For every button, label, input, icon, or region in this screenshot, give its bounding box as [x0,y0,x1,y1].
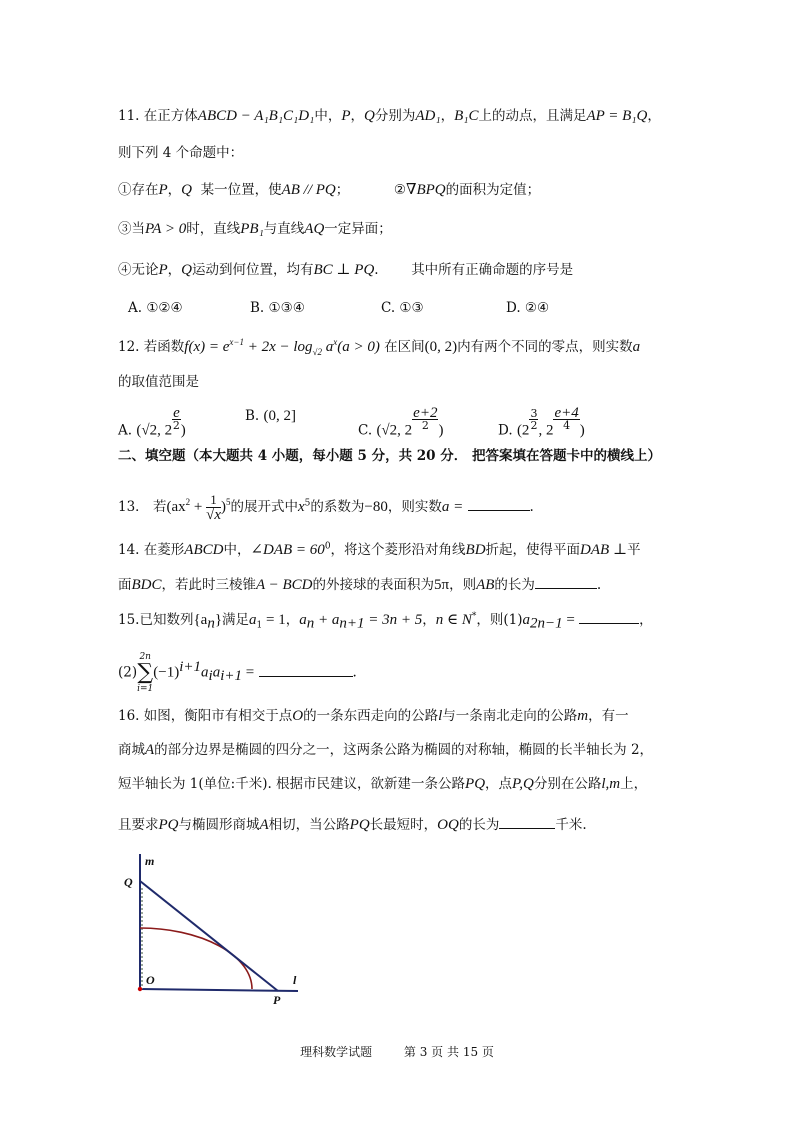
q15-line1: 15.已知数列$\{a_n\}$满足$a_1 = 1$，$a_n + a_{n+1} = 3n + 5$，n ∈ N*，则$(1)a_{2n-1}$ = ， [118,609,653,630]
q16-answer-blank[interactable] [499,814,555,829]
q15-answer-blank-1[interactable] [579,609,639,624]
q16-line2: 商城A的部分边界是椭圆的四分之一，这两条公路为椭圆的对称轴，椭圆的长半轴长为 2， [118,742,654,758]
q11-proposition-4: ④无论P，Q运动到何位置，均有BC ⊥ PQ. 其中所有正确命题的序号是 [118,262,574,278]
label-m: m [145,854,155,868]
origin-point [138,987,142,991]
q14-number: 14. [118,542,140,558]
q11-condition: AP = B₁Q [586,108,648,124]
label-p: P [273,993,281,1007]
quarter-ellipse-curve [140,928,252,989]
q12-line1: 12. 若函数$f(x) = e^{x-1} + 2x - \log_{√2} a^x(a > 0)$ 在区间(0, 2)内有两个不同的零点，则实数a [118,337,641,357]
q14-line2: 面BDC，若此时三棱锥A − BCD的外接球的表面积为5π，则AB的长为 . [118,574,601,595]
q15-number: 15. [118,612,140,628]
q16-line1: 16. 如图，衡阳市有相交于点O的一条东西走向的公路l与一条南北走向的公路m，有一 [118,708,629,724]
q14-answer-blank[interactable] [535,574,597,589]
q16-line3: 短半轴长为 1(单位:千米). 根据市民建议，欲新建一条公路PQ，点P,Q分别在公路l,m上， [118,776,648,792]
q11-option-d: D. ②④ [506,300,550,316]
q12-option-b: B. (0, 2] [245,408,297,424]
q16-number: 16. [118,708,140,724]
label-o: O [146,973,155,987]
q11-option-b: B. ①③④ [250,300,305,316]
q12-line2: 的取值范围是 [118,374,199,390]
q12-option-a: A. (√2, 2 $\frac{e}{2}$ ) [118,405,186,439]
q11-option-a: A. ①②④ [128,300,183,316]
q11-proposition-1-2: ①存在P，Q 某一位置，使AB // PQ； ②∇BPQ的面积为定值； [118,182,541,198]
q12-option-c: C. (√2, 2 $\frac{e+2}{2}$ ) [358,405,444,439]
section-heading-fill-in: 二、填空题（本大题共 4 小题，每小题 5 分，共 20 分． 把答案填在答题卡中的横线上） [118,448,661,464]
q12-function: $f(x) = e^{x-1} + 2x - \log_{√2} a^x(a > 0)$ [184,337,380,357]
page-footer [0,1043,794,1060]
q11-option-c: C. ①③ [381,300,424,316]
q13-line: 13． 若($ax^2$ + $\frac{1}{√x}$ )$^5$的展开式中$x^5$的系数为−80，则实数a = . [118,492,534,523]
q15-line2: (2) 2n ∑ i=1 $(-1)^{i+1}a_ia_{i+1}$ = . [118,652,357,694]
footer-page-number: 第 3 页 共 15 页 [403,1045,494,1059]
label-l: l [293,973,297,987]
footer-title: 理科数学试题 [300,1045,373,1059]
q13-expression: ($ax^2$ + $\frac{1}{√x}$ )$^5$ [166,492,231,523]
q11-number: 11. [118,108,140,124]
q11-line2: 则下列 4 个命题中： [118,145,244,161]
tangent-line-pq [140,881,278,991]
cube-name: ABCD − A₁B₁C₁D₁ [197,108,315,124]
q13-number: 13． [118,498,149,515]
q15-answer-blank-2[interactable] [259,662,353,677]
q16-line4: 且要求PQ与椭圆形商城A相切，当公路PQ长最短时，OQ的长为 千米. [118,814,587,835]
q11-line1: 11. 在正方体ABCD − A₁B₁C₁D₁中，P，Q分别为AD₁，B₁C上的动点，且满足AP = B₁Q， [118,108,661,124]
q14-line1: 14. 在菱形ABCD中，∠DAB = $60^0$，将这个菱形沿对角线BD折起，使得平面DAB ⊥平 [118,541,641,558]
ellipse-tangent-figure [118,848,308,1018]
summation: 2n ∑ i=1 [137,652,154,694]
q11-proposition-3: ③当PA > 0时，直线PB₁与直线AQ一定异面； [118,221,392,237]
q12-option-d: D. (2 $\frac{3}{2}$ , 2 $\frac{e+4}{4}$ ) [498,405,585,439]
q13-answer-blank[interactable] [468,496,530,511]
q12-number: 12. [118,339,140,355]
label-q: Q [124,875,133,889]
